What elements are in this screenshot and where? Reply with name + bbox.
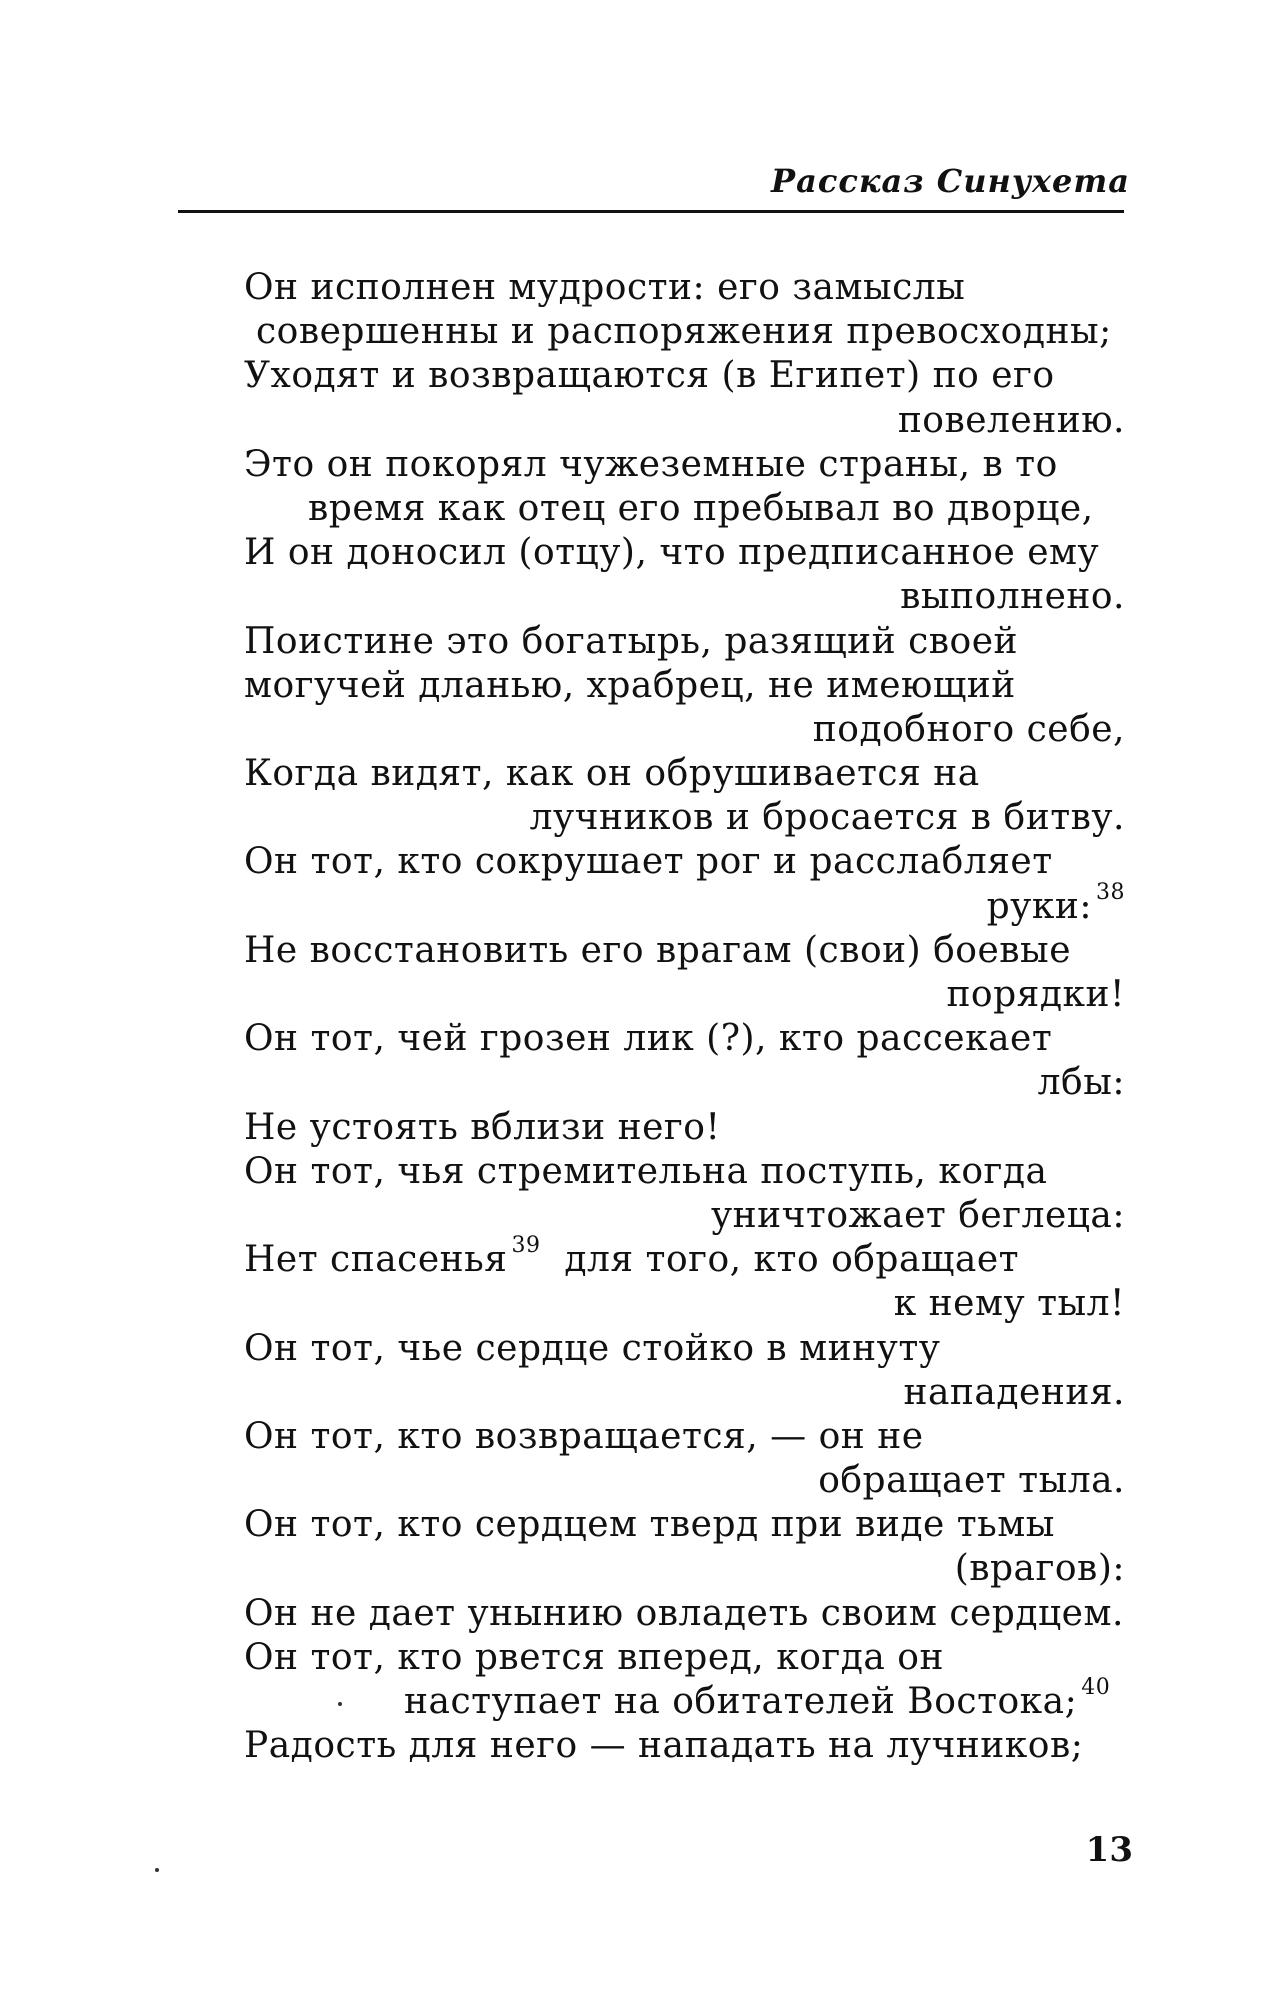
verse-line: Он не дает унынию овладеть своим сердцем.	[244, 1592, 1124, 1634]
verse-line: Поистине это богатырь, разящий своей	[244, 620, 1018, 662]
verse-line: повелению.	[897, 399, 1125, 441]
header-rule	[178, 210, 1124, 213]
verse-line: Радость для него — нападать на лучников;	[244, 1725, 1084, 1767]
print-speck	[338, 1702, 342, 1706]
verse-line: Он тот, кто рвется вперед, когда он	[244, 1636, 944, 1678]
verse-line: И он доносил (отцу), что предписанное ему	[244, 532, 1100, 574]
verse-line: Он тот, кто сокрушает рог и расслабляет	[244, 841, 1053, 883]
verse-line: уничтожает беглеца:	[710, 1194, 1125, 1236]
verse-line: подобного себе,	[812, 708, 1125, 750]
verse-line-text: Нет спасенья	[244, 1239, 508, 1281]
verse-line	[244, 1233, 1275, 1282]
verse-line: нападения.	[903, 1371, 1125, 1413]
verse-line	[404, 1675, 1275, 1724]
verse-line: Он тот, кто возвращается, — он не	[244, 1415, 924, 1457]
verse-line: выполнено.	[900, 576, 1125, 618]
verse-line-text: для того, кто обращает	[564, 1239, 1020, 1281]
verse-line	[0, 879, 1275, 929]
verse-line: Он тот, чье сердце стойко в минуту	[244, 1327, 941, 1369]
verse-line: (врагов):	[954, 1548, 1125, 1590]
verse-line: Это он покорял чужеземные страны, в то	[244, 443, 1058, 485]
verse-line: время как отец его пребывал во дворце,	[308, 487, 1094, 529]
page-number: 13	[1085, 1830, 1133, 1870]
verse-line: Не устоять вблизи него!	[244, 1106, 721, 1148]
print-speck	[155, 1868, 159, 1872]
verse-line: лучников и бросается в битву.	[529, 797, 1125, 839]
footnote-ref-39: 39	[511, 1233, 541, 1259]
verse-block	[0, 266, 1275, 1768]
verse-line-text: руки:	[986, 885, 1092, 927]
verse-line: порядки!	[946, 974, 1125, 1015]
verse-line: совершенны и распоряжения превосходны;	[256, 311, 1112, 353]
verse-line: Уходят и возвращаются (в Египет) по его	[244, 355, 1055, 397]
verse-line: к нему тыл!	[893, 1283, 1125, 1325]
verse-line: Когда видят, как он обрушивается на	[244, 753, 980, 795]
verse-line: Он тот, кто сердцем тверд при виде тьмы	[244, 1504, 1055, 1546]
verse-line: Он тот, чья стремительна поступь, когда	[244, 1150, 1048, 1192]
running-title: Рассказ Синухета	[771, 162, 1130, 200]
verse-line: могучей дланью, храбрец, не имеющий	[244, 664, 1016, 706]
verse-line: Он тот, чей грозен лик (?), кто рассекает	[244, 1018, 1053, 1060]
footnote-ref-38: 38	[1096, 879, 1125, 905]
verse-line: Не восстановить его врагам (свои) боевые	[244, 929, 1072, 971]
verse-line: лбы:	[1037, 1062, 1125, 1104]
verse-line: обращает тыла.	[818, 1460, 1125, 1502]
verse-line-text: наступает на обитателей Востока;	[404, 1681, 1078, 1722]
verse-line: Он исполнен мудрости: его замыслы	[244, 267, 966, 308]
footnote-ref-40: 40	[1081, 1675, 1111, 1700]
